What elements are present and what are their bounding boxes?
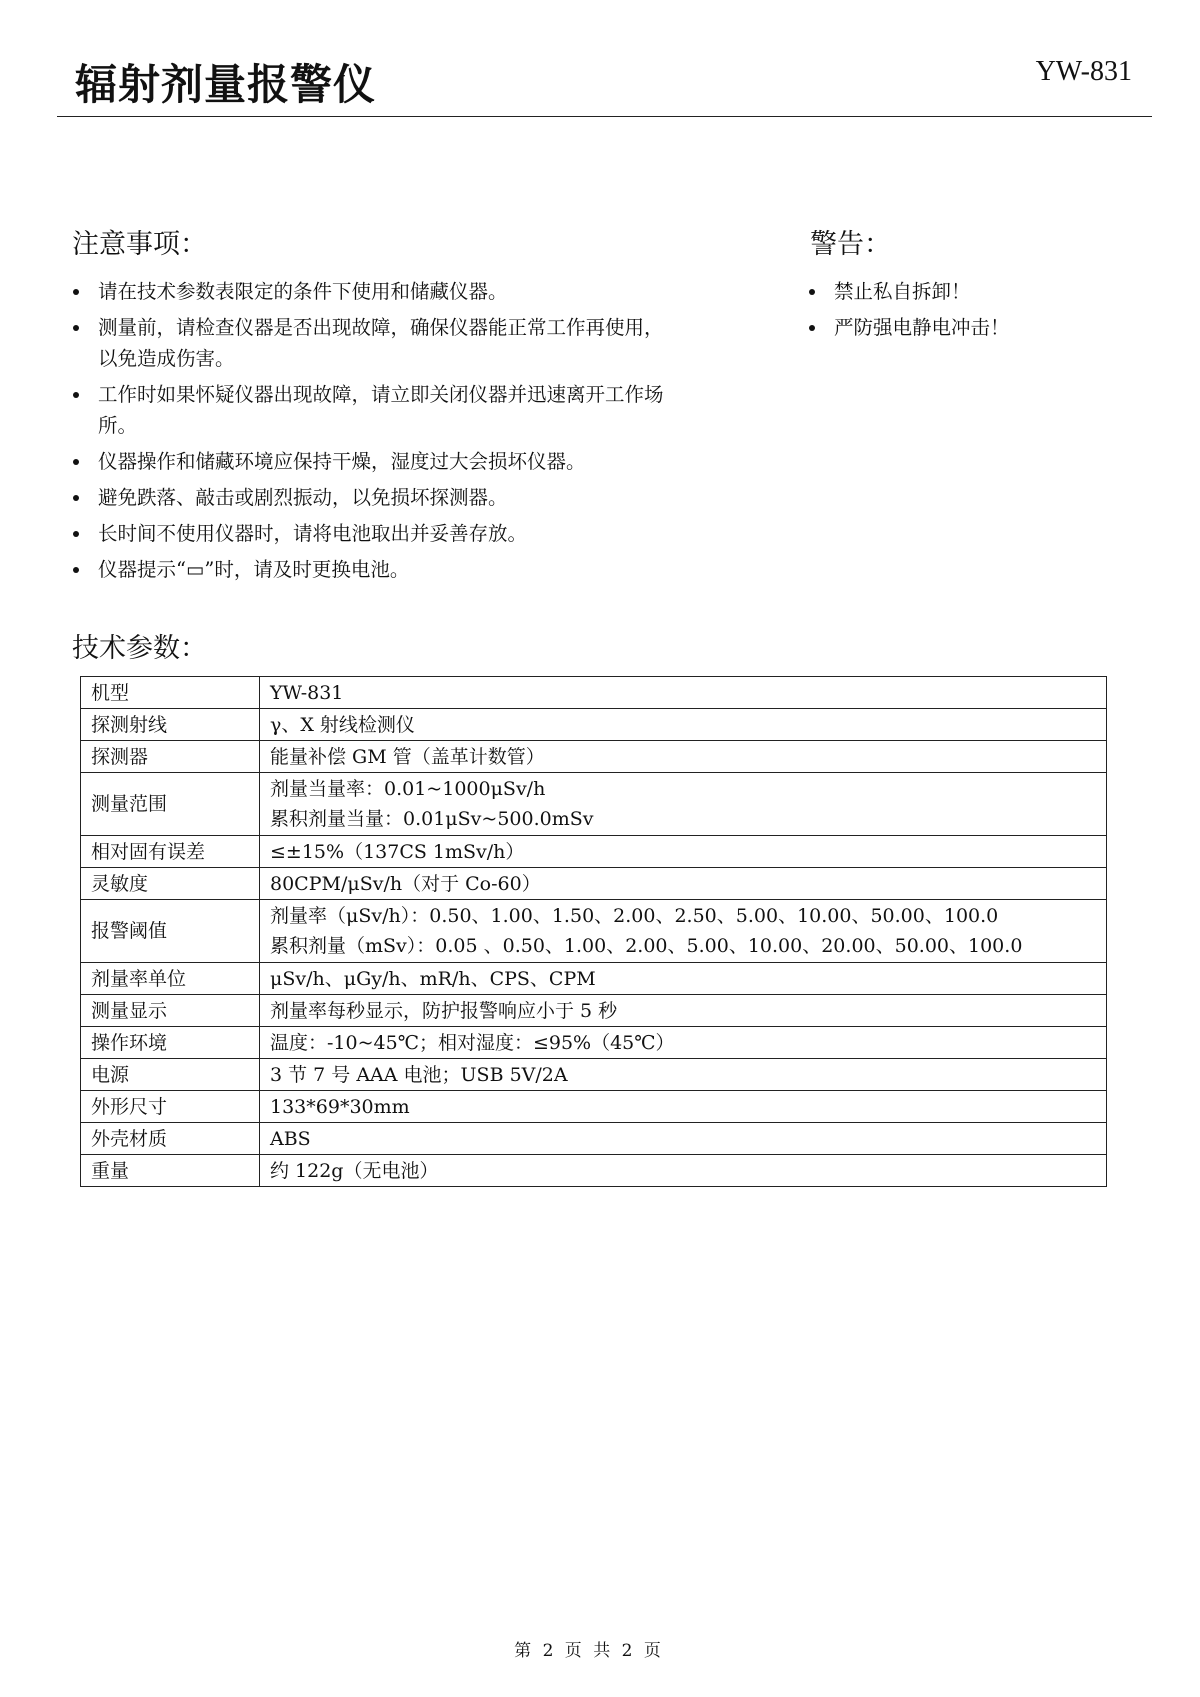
spec-label: 操作环境 xyxy=(81,1027,260,1059)
spec-value-line: 3 节 7 号 AAA 电池；USB 5V/2A xyxy=(270,1063,568,1086)
table-row xyxy=(81,1027,1107,1059)
table-row xyxy=(81,741,1107,773)
spec-label: 电源 xyxy=(81,1059,260,1091)
spec-value-line: 133*69*30mm xyxy=(270,1095,410,1118)
page-number: 第 2 页 共 2 页 xyxy=(514,1641,664,1661)
notes-list xyxy=(72,276,672,590)
spec-value-line: 剂量率每秒显示，防护报警响应小于 5 秒 xyxy=(270,999,618,1022)
specs-heading: 技术参数： xyxy=(72,633,207,664)
table-row xyxy=(81,836,1107,868)
bullet-icon xyxy=(73,325,79,331)
spec-value xyxy=(260,963,1107,995)
table-row xyxy=(81,709,1107,741)
table-row xyxy=(81,868,1107,900)
list-item-text: 测量前，请检查仪器是否出现故障，确保仪器能正常工作再使用，以免造成伤害。 xyxy=(98,316,664,370)
list-item-text: 请在技术参数表限定的条件下使用和储藏仪器。 xyxy=(98,280,508,303)
warnings-heading: 警告： xyxy=(810,229,891,260)
spec-value xyxy=(260,995,1107,1027)
spec-label: 报警阈值 xyxy=(81,900,260,963)
spec-value-line: μSv/h、μGy/h、mR/h、CPS、CPM xyxy=(270,967,596,990)
spec-value-line: YW-831 xyxy=(270,681,344,704)
spec-label: 机型 xyxy=(81,677,260,709)
spec-value-line: γ、X 射线检测仪 xyxy=(270,713,415,736)
spec-value xyxy=(260,1091,1107,1123)
spec-value xyxy=(260,741,1107,773)
spec-value-line: 温度：-10~45℃；相对湿度：≤95%（45℃） xyxy=(270,1031,675,1054)
list-item-text: 严防强电静电冲击！ xyxy=(834,316,1010,339)
spec-value-line: 累积剂量当量：0.01μSv~500.0mSv xyxy=(270,808,594,830)
list-item xyxy=(72,276,672,307)
spec-value xyxy=(260,1059,1107,1091)
spec-value xyxy=(260,1027,1107,1059)
spec-label: 外壳材质 xyxy=(81,1123,260,1155)
list-item xyxy=(808,312,1108,343)
spec-value xyxy=(260,868,1107,900)
list-item xyxy=(72,518,672,549)
table-row xyxy=(81,963,1107,995)
bullet-icon xyxy=(809,325,815,331)
spec-value xyxy=(260,1123,1107,1155)
table-row xyxy=(81,1155,1107,1187)
model-number: YW-831 xyxy=(1035,56,1132,87)
bullet-icon xyxy=(73,531,79,537)
table-row xyxy=(81,677,1107,709)
list-item xyxy=(72,482,672,513)
table-row xyxy=(81,1123,1107,1155)
spec-label: 外形尺寸 xyxy=(81,1091,260,1123)
table-row xyxy=(81,900,1107,963)
spec-value-line: ABS xyxy=(270,1127,311,1150)
table-row xyxy=(81,1059,1107,1091)
spec-label: 相对固有误差 xyxy=(81,836,260,868)
specs-table xyxy=(80,676,1107,1187)
list-item-text: 仪器操作和储藏环境应保持干燥，湿度过大会损坏仪器。 xyxy=(98,450,586,473)
spec-value xyxy=(260,773,1107,836)
spec-value xyxy=(260,677,1107,709)
spec-value xyxy=(260,1155,1107,1187)
list-item xyxy=(72,554,672,585)
spec-value-line: 剂量率（μSv/h）：0.50、1.00、1.50、2.00、2.50、5.00、10.00、50.00、100.0 xyxy=(270,905,999,927)
list-item xyxy=(72,379,672,441)
spec-value-line: 剂量当量率：0.01~1000μSv/h xyxy=(270,778,546,800)
spec-label: 灵敏度 xyxy=(81,868,260,900)
list-item-text: 长时间不使用仪器时，请将电池取出并妥善存放。 xyxy=(98,522,528,545)
list-item xyxy=(72,446,672,477)
notes-heading: 注意事项： xyxy=(72,229,207,260)
spec-value xyxy=(260,900,1107,963)
list-item-text: 禁止私自拆卸！ xyxy=(834,280,971,303)
spec-value-line: 80CPM/μSv/h（对于 Co-60） xyxy=(270,872,541,895)
spec-value-line: ≤±15%（137CS 1mSv/h） xyxy=(270,840,525,863)
bullet-icon xyxy=(73,392,79,398)
spec-label: 探测器 xyxy=(81,741,260,773)
spec-value-line: 能量补偿 GM 管（盖革计数管） xyxy=(270,745,545,768)
spec-label: 重量 xyxy=(81,1155,260,1187)
header-divider xyxy=(57,116,1152,117)
list-item xyxy=(808,276,1108,307)
spec-value-line: 累积剂量（mSv）：0.05 、0.50、1.00、2.00、5.00、10.00、20.00、50.00、100.0 xyxy=(270,935,1023,957)
spec-label: 探测射线 xyxy=(81,709,260,741)
list-item xyxy=(72,312,672,374)
spec-value-line: 约 122g（无电池） xyxy=(270,1159,439,1182)
spec-label: 剂量率单位 xyxy=(81,963,260,995)
document-title: 辐射剂量报警仪 xyxy=(75,60,377,109)
bullet-icon xyxy=(73,567,79,573)
list-item-text: 仪器提示“▭”时，请及时更换电池。 xyxy=(98,558,410,581)
bullet-icon xyxy=(73,289,79,295)
bullet-icon xyxy=(73,459,79,465)
warnings-list xyxy=(808,276,1108,348)
bullet-icon xyxy=(73,495,79,501)
spec-value xyxy=(260,709,1107,741)
spec-label: 测量范围 xyxy=(81,773,260,836)
list-item-text: 避免跌落、敲击或剧烈振动，以免损坏探测器。 xyxy=(98,486,508,509)
bullet-icon xyxy=(809,289,815,295)
table-row xyxy=(81,773,1107,836)
table-row xyxy=(81,1091,1107,1123)
table-row xyxy=(81,995,1107,1027)
spec-label: 测量显示 xyxy=(81,995,260,1027)
list-item-text: 工作时如果怀疑仪器出现故障，请立即关闭仪器并迅速离开工作场所。 xyxy=(98,383,664,437)
spec-value xyxy=(260,836,1107,868)
